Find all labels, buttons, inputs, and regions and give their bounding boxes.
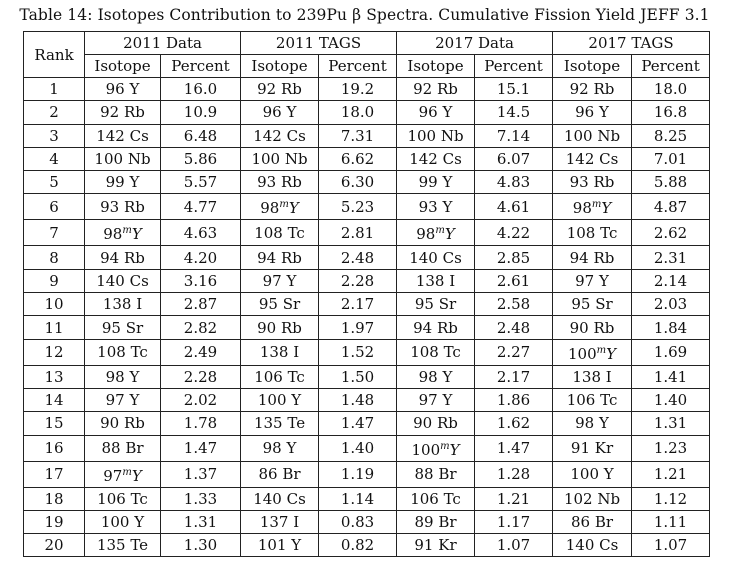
table-row [24,124,710,147]
percent-cell: 1.97 [319,316,397,339]
percent-cell: 1.78 [161,412,241,435]
rank-cell: 19 [24,510,85,533]
table-row [24,293,710,316]
percent-cell: 1.07 [632,534,710,557]
rank-cell: 16 [24,435,85,461]
rank-cell: 11 [24,316,85,339]
percent-cell: 2.48 [319,246,397,269]
percent-cell: 1.84 [632,316,710,339]
table-row [24,365,710,388]
table-row [24,388,710,411]
percent-cell: 16.8 [632,101,710,124]
isotope-cell: 100 Nb [85,147,161,170]
isotope-cell: 90 Rb [553,316,632,339]
rank-cell: 6 [24,194,85,220]
isotope-cell: 86 Br [553,510,632,533]
isotope-cell: 97 Y [553,269,632,292]
rank-cell: 5 [24,171,85,194]
isotope-cell: 97 Y [241,269,319,292]
isotope-cell: 98$^m$Y [85,220,161,246]
percent-cell: 4.63 [161,220,241,246]
percent-cell: 2.58 [475,293,553,316]
isotope-cell: 142 Cs [553,147,632,170]
header-group-row [24,32,710,55]
isotope-cell: 101 Y [241,534,319,557]
isotope-cell: 96 Y [85,78,161,101]
percent-cell: 5.88 [632,171,710,194]
table-row [24,412,710,435]
isotope-cell: 108 Tc [85,339,161,365]
percent-cell: 2.61 [475,269,553,292]
isotope-cell: 90 Rb [85,412,161,435]
percent-cell: 1.11 [632,510,710,533]
percent-cell: 19.2 [319,78,397,101]
table-row [24,461,710,487]
isotope-cell: 100$^m$Y [553,339,632,365]
percent-cell: 1.28 [475,461,553,487]
isotope-cell: 138 I [241,339,319,365]
table-row [24,339,710,365]
rank-cell: 10 [24,293,85,316]
percent-cell: 7.01 [632,147,710,170]
percent-cell: 1.86 [475,388,553,411]
isotope-header: Isotope [397,55,475,78]
rank-cell: 17 [24,461,85,487]
percent-cell: 4.83 [475,171,553,194]
isotope-cell: 142 Cs [241,124,319,147]
table-row [24,78,710,101]
percent-cell: 4.87 [632,194,710,220]
percent-cell: 15.1 [475,78,553,101]
percent-cell: 1.12 [632,487,710,510]
isotope-cell: 100 Nb [241,147,319,170]
isotope-cell: 140 Cs [553,534,632,557]
percent-cell: 2.85 [475,246,553,269]
isotope-header: Isotope [553,55,632,78]
rank-cell: 18 [24,487,85,510]
isotope-cell: 94 Rb [241,246,319,269]
table-row [24,487,710,510]
table-row [24,171,710,194]
isotope-cell: 108 Tc [553,220,632,246]
rank-cell: 15 [24,412,85,435]
isotope-cell: 92 Rb [553,78,632,101]
isotope-cell: 99 Y [85,171,161,194]
percent-cell: 8.25 [632,124,710,147]
percent-cell: 4.20 [161,246,241,269]
isotope-cell: 106 Tc [85,487,161,510]
percent-header: Percent [319,55,397,78]
percent-header: Percent [475,55,553,78]
percent-cell: 1.40 [632,388,710,411]
percent-cell: 2.17 [475,365,553,388]
percent-cell: 5.23 [319,194,397,220]
percent-cell: 1.47 [475,435,553,461]
isotope-cell: 100 Y [241,388,319,411]
isotope-cell: 98$^m$Y [241,194,319,220]
isotope-cell: 93 Y [397,194,475,220]
percent-cell: 4.77 [161,194,241,220]
isotope-cell: 93 Rb [241,171,319,194]
percent-cell: 4.22 [475,220,553,246]
percent-cell: 1.21 [475,487,553,510]
percent-cell: 1.48 [319,388,397,411]
isotope-cell: 98 Y [241,435,319,461]
rank-cell: 3 [24,124,85,147]
percent-cell: 14.5 [475,101,553,124]
percent-cell: 2.87 [161,293,241,316]
isotope-cell: 98 Y [397,365,475,388]
isotope-cell: 97$^m$Y [85,461,161,487]
isotope-cell: 138 I [553,365,632,388]
percent-cell: 2.27 [475,339,553,365]
isotope-cell: 94 Rb [85,246,161,269]
percent-cell: 1.50 [319,365,397,388]
isotope-cell: 100 Y [553,461,632,487]
percent-cell: 1.17 [475,510,553,533]
percent-cell: 1.19 [319,461,397,487]
isotope-cell: 108 Tc [397,339,475,365]
table-body [24,78,710,557]
percent-cell: 0.82 [319,534,397,557]
isotope-cell: 135 Te [85,534,161,557]
isotope-cell: 92 Rb [241,78,319,101]
rank-cell: 12 [24,339,85,365]
table-row [24,246,710,269]
isotope-cell: 96 Y [397,101,475,124]
percent-cell: 2.48 [475,316,553,339]
isotope-cell: 95 Sr [553,293,632,316]
isotope-cell: 106 Tc [397,487,475,510]
rank-cell: 7 [24,220,85,246]
header-sub-row [24,55,710,78]
percent-cell: 1.23 [632,435,710,461]
isotope-cell: 140 Cs [85,269,161,292]
percent-cell: 1.69 [632,339,710,365]
percent-header: Percent [632,55,710,78]
isotope-cell: 138 I [397,269,475,292]
isotope-cell: 99 Y [397,171,475,194]
rank-cell: 14 [24,388,85,411]
isotope-cell: 95 Sr [397,293,475,316]
isotope-cell: 137 I [241,510,319,533]
percent-cell: 2.49 [161,339,241,365]
percent-cell: 6.30 [319,171,397,194]
isotope-cell: 92 Rb [85,101,161,124]
isotope-cell: 90 Rb [241,316,319,339]
isotope-cell: 95 Sr [85,316,161,339]
percent-cell: 2.82 [161,316,241,339]
percent-cell: 2.81 [319,220,397,246]
table-row [24,510,710,533]
percent-cell: 10.9 [161,101,241,124]
isotope-header: Isotope [85,55,161,78]
isotope-cell: 108 Tc [241,220,319,246]
isotope-cell: 97 Y [397,388,475,411]
isotope-cell: 96 Y [553,101,632,124]
percent-cell: 4.61 [475,194,553,220]
group-header-2017-tags: 2017 TAGS [553,32,710,55]
isotope-cell: 96 Y [241,101,319,124]
isotope-cell: 90 Rb [397,412,475,435]
percent-cell: 1.52 [319,339,397,365]
percent-cell: 2.62 [632,220,710,246]
percent-cell: 18.0 [319,101,397,124]
isotope-cell: 98$^m$Y [553,194,632,220]
isotope-cell: 135 Te [241,412,319,435]
percent-cell: 1.37 [161,461,241,487]
percent-cell: 1.47 [161,435,241,461]
percent-cell: 2.02 [161,388,241,411]
percent-cell: 6.62 [319,147,397,170]
table-row [24,316,710,339]
isotope-cell: 86 Br [241,461,319,487]
table-row [24,435,710,461]
isotope-cell: 95 Sr [241,293,319,316]
percent-cell: 1.62 [475,412,553,435]
isotope-cell: 102 Nb [553,487,632,510]
rank-cell: 2 [24,101,85,124]
percent-cell: 3.16 [161,269,241,292]
isotope-cell: 89 Br [397,510,475,533]
percent-cell: 6.48 [161,124,241,147]
isotope-cell: 98 Y [85,365,161,388]
percent-cell: 1.31 [632,412,710,435]
percent-cell: 1.33 [161,487,241,510]
table-row [24,269,710,292]
isotope-cell: 97 Y [85,388,161,411]
percent-cell: 1.47 [319,412,397,435]
isotope-cell: 94 Rb [397,316,475,339]
isotope-header: Isotope [241,55,319,78]
table-row [24,534,710,557]
isotope-cell: 93 Rb [553,171,632,194]
rank-header: Rank [24,32,85,78]
isotope-cell: 142 Cs [85,124,161,147]
percent-cell: 7.14 [475,124,553,147]
percent-cell: 1.31 [161,510,241,533]
isotope-cell: 142 Cs [397,147,475,170]
isotope-cell: 106 Tc [241,365,319,388]
percent-cell: 1.14 [319,487,397,510]
table-row [24,220,710,246]
percent-cell: 2.17 [319,293,397,316]
isotope-cell: 106 Tc [553,388,632,411]
isotope-cell: 94 Rb [553,246,632,269]
group-header-2011-data: 2011 Data [85,32,241,55]
isotope-cell: 98 Y [553,412,632,435]
isotope-cell: 100$^m$Y [397,435,475,461]
isotope-cell: 91 Kr [397,534,475,557]
table-row [24,147,710,170]
rank-cell: 9 [24,269,85,292]
group-header-2017-data: 2017 Data [397,32,553,55]
isotope-cell: 88 Br [85,435,161,461]
isotope-table [23,31,710,557]
isotope-cell: 100 Y [85,510,161,533]
rank-cell: 4 [24,147,85,170]
percent-cell: 7.31 [319,124,397,147]
percent-cell: 5.86 [161,147,241,170]
percent-cell: 2.03 [632,293,710,316]
rank-cell: 13 [24,365,85,388]
isotope-cell: 138 I [85,293,161,316]
isotope-cell: 91 Kr [553,435,632,461]
percent-cell: 2.28 [161,365,241,388]
percent-cell: 1.21 [632,461,710,487]
isotope-cell: 92 Rb [397,78,475,101]
percent-cell: 0.83 [319,510,397,533]
percent-cell: 1.07 [475,534,553,557]
isotope-cell: 140 Cs [241,487,319,510]
table-row [24,194,710,220]
percent-cell: 2.31 [632,246,710,269]
isotope-cell: 100 Nb [553,124,632,147]
rank-cell: 8 [24,246,85,269]
percent-header: Percent [161,55,241,78]
isotope-cell: 93 Rb [85,194,161,220]
percent-cell: 16.0 [161,78,241,101]
isotope-cell: 98$^m$Y [397,220,475,246]
group-header-2011-tags: 2011 TAGS [241,32,397,55]
percent-cell: 6.07 [475,147,553,170]
table-row [24,101,710,124]
percent-cell: 1.30 [161,534,241,557]
percent-cell: 1.40 [319,435,397,461]
percent-cell: 1.41 [632,365,710,388]
percent-cell: 5.57 [161,171,241,194]
percent-cell: 2.28 [319,269,397,292]
rank-cell: 1 [24,78,85,101]
rank-cell: 20 [24,534,85,557]
percent-cell: 2.14 [632,269,710,292]
table-caption: Table 14: Isotopes Contribution to 239Pu β Spectra. Cumulative Fission Yield JEFF 3.1 [19,6,710,24]
percent-cell: 18.0 [632,78,710,101]
isotope-cell: 100 Nb [397,124,475,147]
isotope-cell: 140 Cs [397,246,475,269]
isotope-cell: 88 Br [397,461,475,487]
